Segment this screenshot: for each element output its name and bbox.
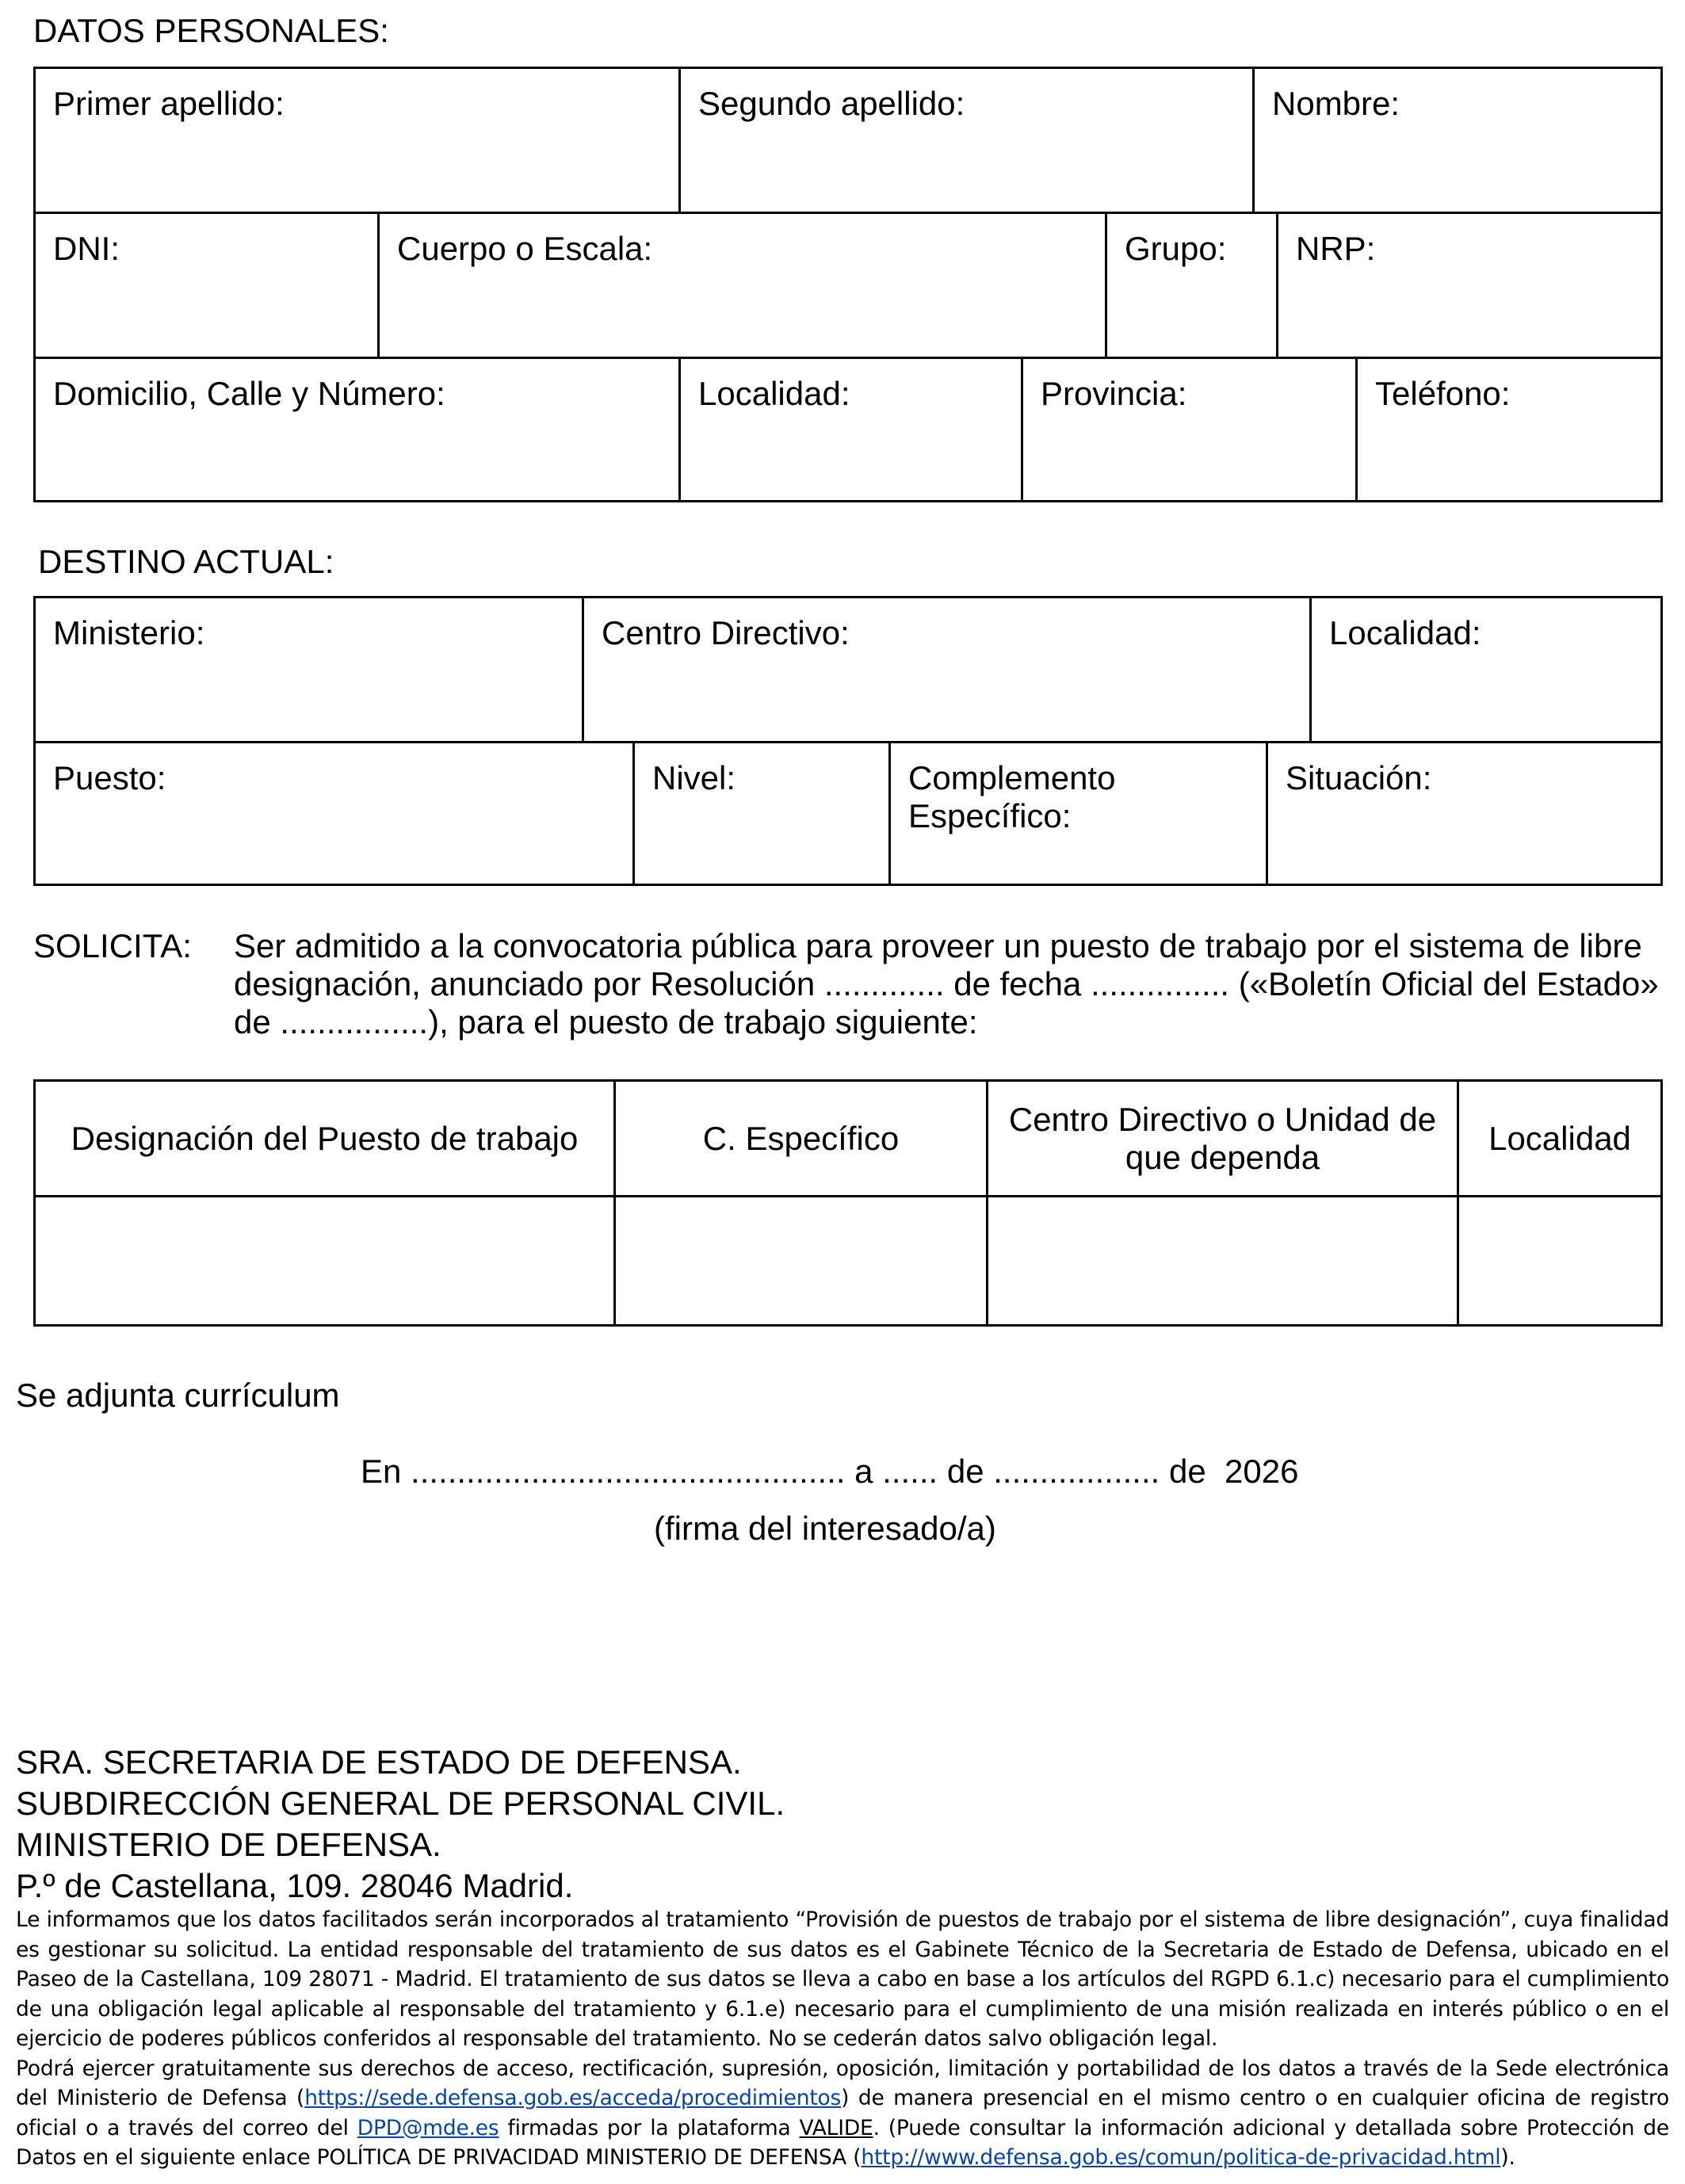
section-heading-datos-personales: DATOS PERSONALES: bbox=[33, 12, 389, 49]
field-localidad-destino[interactable] bbox=[1312, 598, 1660, 743]
input-centro[interactable] bbox=[988, 1197, 1459, 1324]
field-centro-directivo[interactable] bbox=[584, 598, 1312, 743]
field-label: Centro Directivo: bbox=[602, 614, 850, 651]
field-dni[interactable] bbox=[36, 214, 380, 359]
field-cuerpo-escala[interactable] bbox=[380, 214, 1107, 359]
header-label: Designación del Puesto de trabajo bbox=[71, 1119, 579, 1157]
field-label: NRP: bbox=[1296, 230, 1376, 267]
solicita-line-1: Ser admitido a la convocatoria pública para proveer un puesto de trabajo por el sistema de libre bbox=[234, 927, 1642, 964]
destino-table bbox=[33, 596, 1663, 886]
input-designacion[interactable] bbox=[36, 1197, 616, 1324]
field-label: Primer apellido: bbox=[53, 85, 285, 122]
column-header-centro bbox=[988, 1082, 1459, 1197]
puesto-table bbox=[33, 1079, 1663, 1327]
field-label: Cuerpo o Escala: bbox=[397, 230, 653, 267]
sede-electronica-link[interactable]: https://sede.defensa.gob.es/acceda/procedimientos bbox=[304, 2086, 842, 2110]
field-label: Localidad: bbox=[698, 375, 850, 412]
field-label: Puesto: bbox=[53, 759, 166, 796]
section-heading-destino-actual: DESTINO ACTUAL: bbox=[38, 543, 334, 580]
address-line-4: P.º de Castellana, 109. 28046 Madrid. bbox=[16, 1867, 574, 1904]
address-line-2: SUBDIRECCIÓN GENERAL DE PERSONAL CIVIL. bbox=[16, 1785, 785, 1822]
address-line-1: SRA. SECRETARIA DE ESTADO DE DEFENSA. bbox=[16, 1743, 742, 1781]
privacy-text: ). bbox=[1500, 2145, 1515, 2170]
column-header-localidad bbox=[1459, 1082, 1660, 1197]
privacy-text: ) de manera presencial en el mismo centro o en cualquier oficina de registro oficial o a través del correo del bbox=[16, 2086, 1669, 2140]
field-label-line-1: Complemento bbox=[908, 759, 1116, 796]
column-header-designacion bbox=[36, 1082, 616, 1197]
privacy-text: Podrá ejercer gratuitamente sus derechos de acceso, rectificación, supresión, oposición, limitación y portabilidad de los datos a través de la Sede electrónica del Ministerio de Defensa ( bbox=[16, 2056, 1669, 2110]
solicita-line-3: de ................), para el puesto de trabajo siguiente: bbox=[234, 1003, 978, 1040]
privacy-text: . (Puede consultar la información adicional y detallada sobre Protección de Datos en el siguiente enlace POLÍTICA DE PRIVACIDAD MINISTERIO DE DEFENSA ( bbox=[16, 2115, 1669, 2170]
field-nrp[interactable] bbox=[1278, 214, 1660, 359]
field-label: Teléfono: bbox=[1375, 375, 1511, 412]
field-label: Nombre: bbox=[1272, 85, 1400, 122]
field-nivel[interactable] bbox=[635, 743, 891, 884]
solicita-text bbox=[234, 927, 1668, 1041]
privacy-paragraph-1: Le informamos que los datos facilitados serán incorporados al tratamiento “Provisión de puestos de trabajo por el sistema de libre designación”, cuya finalidad es gestionar su solicitud. La entidad responsable del tratamiento de sus datos es el Gabinete Técnico de la Secretaria de Estado de Defensa, ubicado en el Paseo de la Castellana, 109 28071 - Madrid. El tratamiento de sus datos se lleva a cabo en base a los artículos del RGPD 6.1.c) necesario para el cumplimiento de una obligación legal aplicable al responsable del tratamiento y 6.1.e) necesario para el cumplimiento de una misión realizada en interés público o en el ejercicio de poderes públicos conferidos al responsable del tratamiento. No se cederán datos salvo obligación legal. bbox=[16, 1907, 1669, 2051]
field-label: Localidad: bbox=[1329, 614, 1481, 651]
field-ministerio[interactable] bbox=[36, 598, 584, 743]
field-label: Ministerio: bbox=[53, 614, 205, 651]
input-especifico[interactable] bbox=[616, 1197, 988, 1324]
field-telefono[interactable] bbox=[1358, 359, 1660, 500]
personal-data-table bbox=[33, 67, 1663, 502]
field-puesto[interactable] bbox=[36, 743, 635, 884]
solicita-line-2: designación, anunciado por Resolución ............. de fecha ............... («Boletín Oficial del Estado» bbox=[234, 965, 1659, 1002]
input-localidad[interactable] bbox=[1459, 1197, 1660, 1324]
privacy-paragraph-2 bbox=[16, 2054, 1669, 2173]
privacy-notice bbox=[16, 1905, 1669, 2173]
field-label: Segundo apellido: bbox=[698, 85, 965, 122]
firma-label: (firma del interesado/a) bbox=[654, 1510, 996, 1547]
field-nombre[interactable] bbox=[1255, 69, 1660, 214]
field-label: Nivel: bbox=[652, 759, 736, 796]
valide-platform-link[interactable]: VALIDE bbox=[799, 2115, 873, 2140]
header-label-line-1: Centro Directivo o Unidad de bbox=[1008, 1100, 1437, 1138]
field-provincia[interactable] bbox=[1023, 359, 1358, 500]
curriculum-note: Se adjunta currículum bbox=[16, 1376, 340, 1414]
field-domicilio[interactable] bbox=[36, 359, 681, 500]
field-localidad[interactable] bbox=[681, 359, 1023, 500]
date-line: En ............................................... a ...... de .................. de 2026 bbox=[361, 1453, 1299, 1490]
field-complemento-especifico[interactable] bbox=[891, 743, 1268, 884]
field-label: Domicilio, Calle y Número: bbox=[53, 375, 445, 412]
header-label: Localidad bbox=[1488, 1119, 1631, 1157]
field-segundo-apellido[interactable] bbox=[681, 69, 1255, 214]
dpd-email-link[interactable]: DPD@mde.es bbox=[357, 2115, 499, 2140]
field-label: DNI: bbox=[53, 230, 120, 267]
header-label-line-2: que dependa bbox=[1125, 1138, 1320, 1176]
recipient-address bbox=[16, 1742, 785, 1907]
privacy-policy-link[interactable]: http://www.defensa.gob.es/comun/politica-de-privacidad.html bbox=[861, 2145, 1501, 2170]
field-primer-apellido[interactable] bbox=[36, 69, 681, 214]
field-situacion[interactable] bbox=[1268, 743, 1660, 884]
privacy-text: firmadas por la plataforma bbox=[499, 2115, 800, 2140]
solicita-label: SOLICITA: bbox=[33, 927, 192, 964]
field-label: Provincia: bbox=[1041, 375, 1187, 412]
field-label: Situación: bbox=[1286, 759, 1432, 796]
header-label: C. Específico bbox=[702, 1119, 900, 1157]
field-grupo[interactable] bbox=[1107, 214, 1278, 359]
address-line-3: MINISTERIO DE DEFENSA. bbox=[16, 1826, 441, 1863]
column-header-especifico bbox=[616, 1082, 988, 1197]
field-label-line-2: Específico: bbox=[908, 797, 1072, 834]
field-label: Grupo: bbox=[1125, 230, 1227, 267]
